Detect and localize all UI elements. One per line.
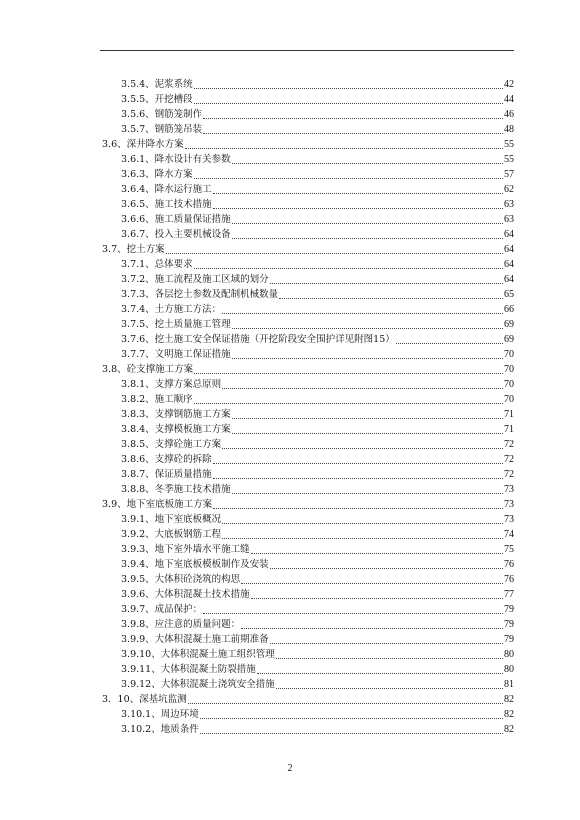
toc-entry-label: 3.9.10、大体积混凝土施工组织管理: [121, 649, 275, 660]
toc-entry-label: 3.8.8、冬季施工技术措施: [121, 484, 231, 495]
toc-entry-page: 79: [504, 619, 514, 630]
toc-entry-label: 3.7.2、施工流程及施工区域的划分: [121, 274, 269, 285]
toc-entry-label: 3．10、深基坑监测: [102, 694, 187, 705]
toc-entry-page: 72: [504, 439, 514, 450]
toc-entry-page: 82: [504, 724, 514, 735]
toc-entry-page: 79: [504, 634, 514, 645]
toc-entry-page: 66: [504, 304, 514, 315]
toc-entry-page: 63: [504, 214, 514, 225]
toc-entry-page: 57: [504, 169, 514, 180]
toc-entry-page: 64: [504, 229, 514, 240]
toc-entry-label: 3.6、深井降水方案: [102, 139, 184, 150]
toc-entry-page: 82: [504, 709, 514, 720]
toc-entry-page: 82: [504, 694, 514, 705]
toc-entry-label: 3.9.11、大体积混凝土防裂措施: [121, 664, 256, 675]
toc-entry-page: 74: [504, 529, 514, 540]
toc-entry-label: 3.9.9、大体积混凝土施工前期准备: [121, 634, 269, 645]
header-rule: [100, 50, 514, 51]
toc-entry-page: 44: [504, 94, 514, 105]
toc-entry-label: 3.8.7、保证质量措施: [121, 469, 212, 480]
toc-entry-page: 77: [504, 589, 514, 600]
toc-entry-label: 3.6.5、施工技术措施: [121, 199, 212, 210]
toc-entry-label: 3.8.2、施工顺序: [121, 394, 193, 405]
toc-entry-page: 62: [504, 184, 514, 195]
toc-entry-label: 3.5.4、泥浆系统: [121, 79, 193, 90]
toc-entry-label: 3.7.5、挖土质量施工管理: [121, 319, 231, 330]
toc-entry-page: 70: [504, 394, 514, 405]
toc-entry-page: 70: [504, 364, 514, 375]
toc-entry-page: 64: [504, 274, 514, 285]
toc-entry-label: 3.9.8、应注意的质量问题：: [121, 619, 241, 630]
toc-entry-page: 64: [504, 244, 514, 255]
toc-entry-page: 73: [504, 499, 514, 510]
toc-entry-label: 3.9.6、大体积混凝土技术措施: [121, 589, 250, 600]
toc-entry-page: 55: [504, 154, 514, 165]
toc-entry-page: 72: [504, 454, 514, 465]
toc-entry-label: 3.6.1、降水设计有关参数: [121, 154, 231, 165]
toc-entry-label: 3.6.6、施工质量保证措施: [121, 214, 231, 225]
toc-entry-label: 3.9.1、地下室底板概况: [121, 514, 222, 525]
toc-entry-page: 65: [504, 289, 514, 300]
toc-entry-page: 76: [504, 559, 514, 570]
toc-entry-label: 3.7、挖土方案: [102, 244, 165, 255]
page-number: 2: [287, 763, 293, 774]
toc-entry-label: 3.8.3、支撑钢筋施工方案: [121, 409, 231, 420]
toc-entry-label: 3.8.1、支撑方案总原则: [121, 379, 222, 390]
toc-entry-page: 80: [504, 664, 514, 675]
toc-entry-label: 3.9.3、地下室外墙水平施工缝: [121, 544, 250, 555]
toc-entry-page: 79: [504, 604, 514, 615]
toc-entry-page: 71: [504, 409, 514, 420]
toc-entry-label: 3.5.7、钢筋笼吊装: [121, 124, 203, 135]
toc-entry-page: 69: [504, 319, 514, 330]
toc-entry-label: 3.9.2、大底板钢筋工程: [121, 529, 222, 540]
toc-entry-page: 76: [504, 574, 514, 585]
toc-entry-label: 3.7.3、各层挖土参数及配制机械数量: [121, 289, 279, 300]
toc-entry-page: 81: [504, 679, 514, 690]
toc-entry-page: 72: [504, 469, 514, 480]
toc-entry-label: 3.8.5、支撑砼施工方案: [121, 439, 222, 450]
toc-entry[interactable]: [121, 718, 514, 736]
toc-entry-label: 3.9.7、成品保护：: [121, 604, 203, 615]
toc-entry-label: 3.8、砼支撑施工方案: [102, 364, 194, 375]
toc-entry-page: 69: [504, 334, 514, 345]
toc-entry-page: 70: [504, 379, 514, 390]
toc-entry-page: 55: [504, 139, 514, 150]
toc-entry-page: 80: [504, 649, 514, 660]
toc-entry-label: 3.5.5、开挖槽段: [121, 94, 193, 105]
toc-entry-label: 3.6.7、投入主要机械设备: [121, 229, 231, 240]
toc-entry-label: 3.6.3、降水方案: [121, 169, 193, 180]
toc-entry-page: 75: [504, 544, 514, 555]
toc-entry-label: 3.6.4、降水运行施工: [121, 184, 212, 195]
toc-entry-label: 3.7.1、总体要求: [121, 259, 193, 270]
toc-entry-label: 3.9.12、大体积混凝土浇筑安全措施: [121, 679, 275, 690]
toc-entry-label: 3.7.7、文明施工保证措施: [121, 349, 231, 360]
toc-entry-page: 42: [504, 79, 514, 90]
toc-entry-page: 64: [504, 259, 514, 270]
toc-entry-page: 63: [504, 199, 514, 210]
toc-entry-page: 70: [504, 349, 514, 360]
toc-entry-label: 3.9.4、地下室底板模板制作及安装: [121, 559, 269, 570]
toc-entry-label: 3.5.6、钢筋笼制作: [121, 109, 203, 120]
toc-entry-page: 73: [504, 484, 514, 495]
toc-entry-label: 3.8.6、支撑砼的拆除: [121, 454, 212, 465]
toc-entry-label: 3.10.1、周边环境: [121, 709, 199, 720]
toc-dot-leader: [200, 732, 503, 734]
toc-entry-label: 3.7.6、挖土施工安全保证措施（开挖阶段安全围护详见附图15）: [121, 334, 395, 345]
toc-entry-page: 46: [504, 109, 514, 120]
toc-entry-label: 3.9.5、大体积砼浇筑的构思: [121, 574, 241, 585]
toc-entry-page: 71: [504, 424, 514, 435]
toc-entry-page: 48: [504, 124, 514, 135]
toc-entry-page: 73: [504, 514, 514, 525]
toc-entry-label: 3.8.4、支撑模板施工方案: [121, 424, 231, 435]
toc-entry-label: 3.7.4、土方施工方法：: [121, 304, 222, 315]
toc-entry-label: 3.10.2、地质条件: [121, 724, 199, 735]
toc-entry-label: 3.9、地下室底板施工方案: [102, 499, 213, 510]
